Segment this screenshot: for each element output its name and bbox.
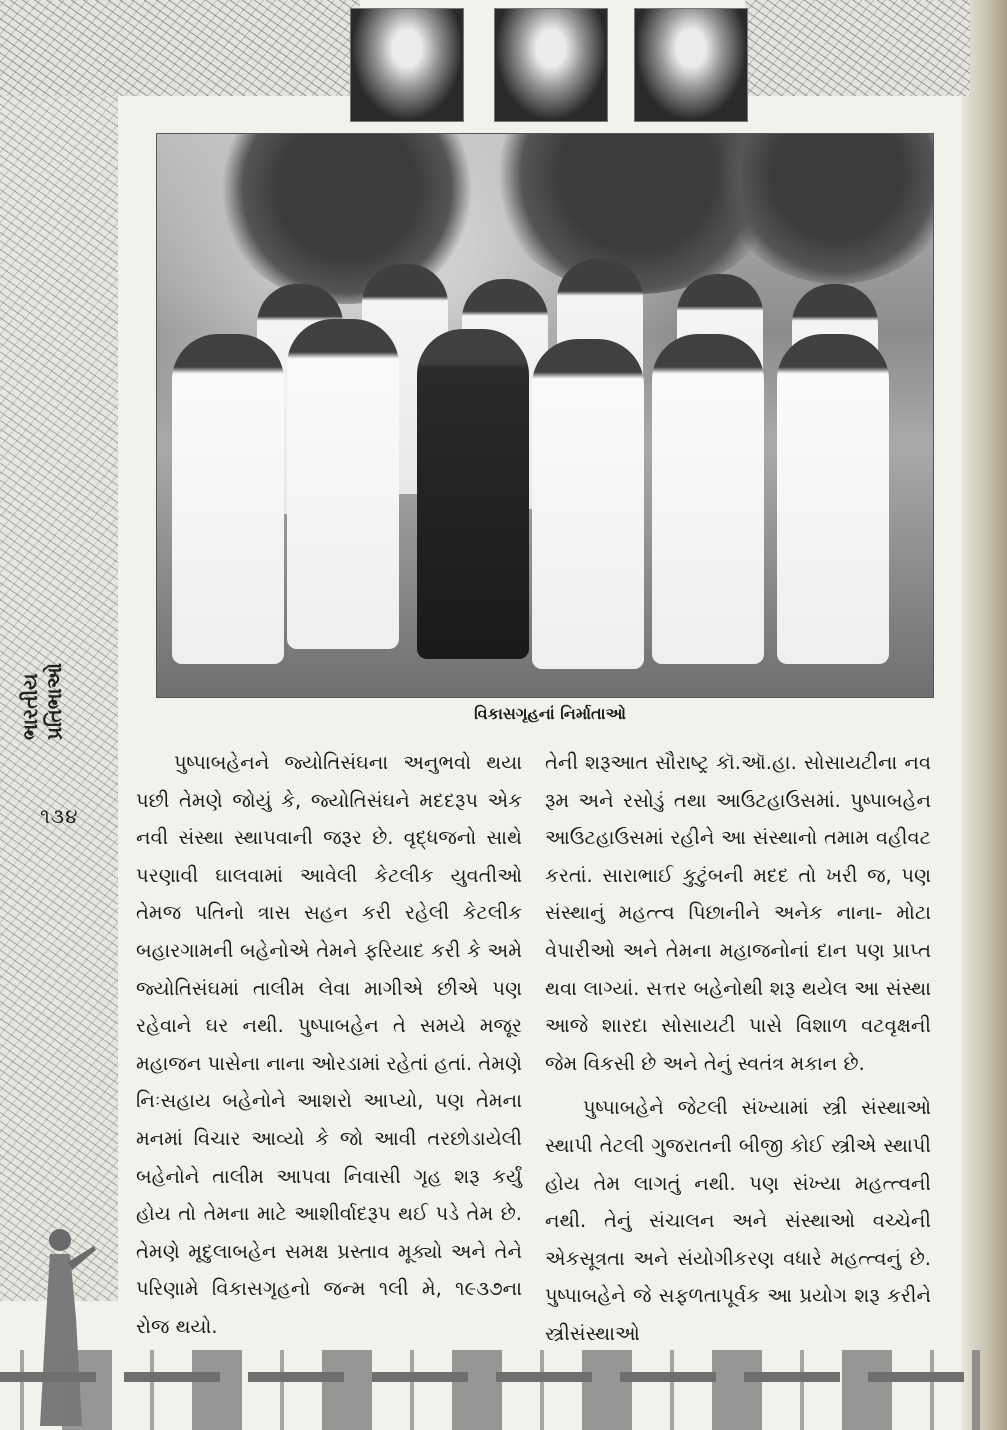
portrait-photo-3	[634, 8, 748, 122]
portrait-photo-1	[350, 8, 464, 122]
group-photo	[156, 133, 934, 698]
page-number: ૧૩૪	[40, 804, 79, 828]
paragraph: તેની શરૂઆત સૌરાષ્ટ્ર કૉ.ઑ.હા. સોસાયટીના નવ રૂમ અને રસોડું તથા આઉટહાઉસમાં. પુષ્પાબહેન આઉટહાઉસમાં રહીને આ સંસ્થાનો તમામ વહીવટ કરતાં. સારાભાઈ કુટુંબની મદદ તો ખરી જ, પણ સંસ્થાનું મહત્ત્વ પિછાનીને અનેક નાના- મોટા વેપારીઓ અને તેમના મહાજનોનાં દાન પણ પ્રાપ્ત થવા લાગ્યાં. સત્તર બહેનોથી શરૂ થયેલ આ સંસ્થા આજે શારદા સોસાયટી પાસે વિશાળ વટવૃક્ષની જેમ વિકસી છે અને તેનું સ્વતંત્ર મકાન છે.	[545, 751, 931, 1075]
paragraph: પુષ્પાબહેને જેટલી સંખ્યામાં સ્ત્રી સંસ્થાઓ સ્થાપી તેટલી ગુજરાતની બીજી કોઈ સ્ત્રીએ સ્થાપી હોય તેમ લાગતું નથી. પણ સંખ્યા મહત્ત્વની નથી. તેનું સંચાલન અને સંસ્થાઓ વચ્ચેની એકસૂત્રતા અને સંયોગીકરણ વધારે મહત્ત્વનું છે. પુષ્પાબહેને જે સફળતાપૂર્વક આ પ્રયોગ શરૂ કરીને સ્ત્રીસંસ્થાઓ	[545, 1096, 931, 1345]
right-text-column	[545, 744, 931, 1353]
classroom-desks-illustration	[0, 1350, 980, 1430]
running-side-title: ભારતીય પ્રતિભાઓ	[18, 662, 66, 740]
page-edge	[961, 0, 1007, 1430]
desk-row-illustration	[0, 1372, 980, 1382]
paragraph: પુષ્પાબહેનને જ્યોતિસંઘના અનુભવો થયા પછી તેમણે જોયું કે, જ્યોતિસંઘને મદદરૂપ એક નવી સંસ્થા સ્થાપવાની જરૂર છે. વૃદ્ધજનો સાથે પરણાવી ઘાલવામાં આવેલી કેટલીક યુવતીઓ તેમજ પતિનો ત્રાસ સહન કરી રહેલી કેટલીક બહારગામની બહેનોએ તેમને ફરિયાદ કરી કે અમે જ્યોતિસંઘમાં તાલીમ લેવા માગીએ છીએ પણ રહેવાને ઘર નથી. પુષ્પાબહેન તે સમયે મજૂર મહાજન પાસેના નાના ઓરડામાં રહેતાં હતાં. તેમણે નિઃસહાય બહેનોને આશરો આપ્યો, પણ તેમના મનમાં વિચાર આવ્યો કે જો આવી તરછોડાયેલી બહેનોને તાલીમ આપવા નિવાસી ગૃહ શરૂ કર્યું હોય તો તેમના માટે આશીર્વાદરૂપ થઈ પડે તેમ છે. તેમણે મૃદુલાબહેન સમક્ષ પ્રસ્તાવ મૂક્યો અને તેને પરિણામે વિકાસગૃહનો જન્મ ૧લી મે, ૧૯૩૭ના રોજ થયો.	[136, 751, 522, 1338]
decorative-hatch-top-left	[0, 0, 360, 96]
photo-caption: વિકાસગૃહનાં નિર્માતાઓ	[474, 704, 626, 723]
portrait-photo-2	[494, 8, 608, 122]
left-text-column	[136, 744, 522, 1346]
decorative-hatch-top-right	[745, 0, 970, 96]
